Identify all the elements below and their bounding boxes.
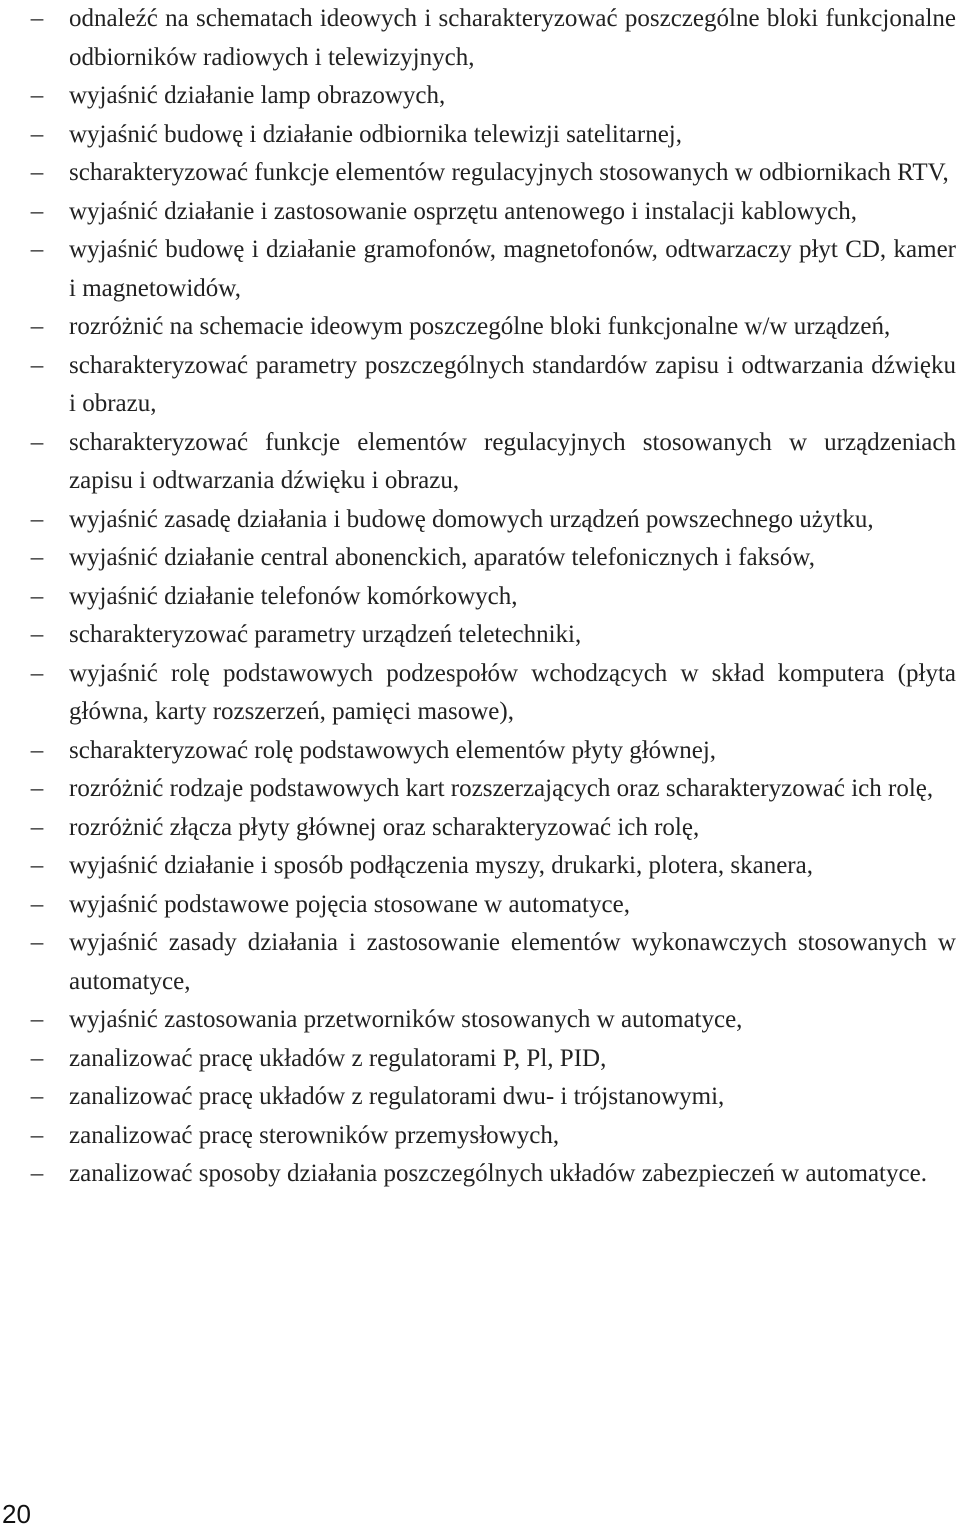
dash-bullet: – bbox=[30, 659, 44, 687]
list-item bbox=[0, 616, 956, 655]
list-item bbox=[0, 847, 956, 886]
list-item-text: wyjaśnić działanie lamp obrazowych, bbox=[69, 82, 446, 109]
list-item-text: rozróżnić złącza płyty głównej oraz scharakteryzować ich rolę, bbox=[69, 813, 700, 841]
dash-bullet: – bbox=[30, 82, 44, 109]
list-item-text: scharakteryzować rolę podstawowych elementów płyty głównej, bbox=[69, 736, 717, 764]
dash-bullet: – bbox=[30, 1044, 44, 1072]
dash-bullet: – bbox=[30, 5, 44, 32]
list-item-text: wyjaśnić działanie telefonów komórkowych, bbox=[69, 582, 518, 610]
list-item bbox=[0, 1078, 956, 1117]
list-item bbox=[0, 539, 956, 578]
list-item-text: zanalizować pracę sterowników przemysłowych, bbox=[69, 1121, 560, 1149]
dash-bullet: – bbox=[30, 582, 44, 610]
list-item-text: rozróżnić na schemacie ideowym poszczególne bloki funkcjonalne w/w urządzeń, bbox=[69, 313, 891, 340]
list-item-text: wyjaśnić działanie i sposób podłączenia myszy, drukarki, plotera, skanera, bbox=[69, 852, 813, 879]
list-item bbox=[0, 193, 956, 232]
list-item bbox=[0, 347, 956, 424]
dash-bullet: – bbox=[30, 621, 44, 648]
list-item-text: zanalizować sposoby działania poszczególnych układów zabezpieczeń w automatyce. bbox=[69, 1160, 927, 1187]
dash-bullet: – bbox=[30, 1083, 44, 1110]
list-item-text: zanalizować pracę układów z regulatorami dwu- i trójstanowymi, bbox=[69, 1083, 725, 1110]
list-item-text: wyjaśnić podstawowe pojęcia stosowane w automatyce, bbox=[69, 890, 630, 918]
list-item-text: wyjaśnić budowę i działanie gramofonów, magnetofonów, odtwarzaczy płyt CD, kamer i magnetowidów, bbox=[69, 236, 956, 302]
list-item bbox=[0, 1040, 956, 1079]
list-item-text: odnaleźć na schematach ideowych i scharakteryzować poszczególne bloki funkcjonalne odbiorników radiowych i telewizyjnych, bbox=[69, 5, 956, 71]
dash-bullet: – bbox=[30, 428, 44, 456]
list-item-text: scharakteryzować funkcje elementów regulacyjnych stosowanych w urządzeniach zapisu i odtwarzania dźwięku i obrazu, bbox=[69, 428, 956, 494]
list-item bbox=[0, 924, 956, 1001]
dash-bullet: – bbox=[30, 929, 44, 956]
dash-bullet: – bbox=[30, 813, 44, 841]
dash-bullet: – bbox=[30, 775, 44, 802]
list-item bbox=[0, 77, 956, 116]
list-item-text: scharakteryzować parametry urządzeń teletechniki, bbox=[69, 621, 582, 648]
list-item-text: wyjaśnić budowę i działanie odbiornika telewizji satelitarnej, bbox=[69, 120, 682, 148]
dash-bullet: – bbox=[30, 852, 44, 879]
list-item bbox=[0, 732, 956, 771]
dash-bullet: – bbox=[30, 736, 44, 764]
list-item-text: wyjaśnić działanie i zastosowanie osprzętu antenowego i instalacji kablowych, bbox=[69, 197, 857, 225]
dash-bullet: – bbox=[30, 1121, 44, 1149]
list-item-text: rozróżnić rodzaje podstawowych kart rozszerzających oraz scharakteryzować ich rolę, bbox=[69, 775, 934, 802]
list-item bbox=[0, 231, 956, 308]
dash-bullet: – bbox=[30, 890, 44, 918]
list-item bbox=[0, 770, 956, 809]
list-item bbox=[0, 116, 956, 155]
list-item bbox=[0, 308, 956, 347]
list-item bbox=[0, 809, 956, 848]
list-item-text: wyjaśnić zasady działania i zastosowanie elementów wykonawczych stosowanych w automatyce, bbox=[69, 929, 956, 995]
list-item bbox=[0, 501, 956, 540]
list-item bbox=[0, 0, 956, 77]
dash-bullet: – bbox=[30, 1160, 44, 1187]
page-number: 20 bbox=[2, 1499, 31, 1529]
dash-bullet: – bbox=[30, 197, 44, 225]
list-item-text: wyjaśnić zastosowania przetworników stosowanych w automatyce, bbox=[69, 1006, 743, 1033]
list-item bbox=[0, 655, 956, 732]
list-item-text: scharakteryzować funkcje elementów regulacyjnych stosowanych w odbiornikach RTV, bbox=[69, 159, 949, 186]
list-item-text: wyjaśnić działanie central abonenckich, aparatów telefonicznych i faksów, bbox=[69, 544, 815, 571]
dash-bullet: – bbox=[30, 544, 44, 571]
list-item bbox=[0, 1155, 956, 1194]
list-item bbox=[0, 154, 956, 193]
dash-bullet: – bbox=[30, 505, 44, 533]
dash-bullet: – bbox=[30, 236, 44, 263]
dash-bullet: – bbox=[30, 120, 44, 148]
dash-bullet: – bbox=[30, 159, 44, 186]
list-item-text: zanalizować pracę układów z regulatorami P, Pl, PID, bbox=[69, 1044, 607, 1072]
list-item-text: scharakteryzować parametry poszczególnych standardów zapisu i odtwarzania dźwięku i obrazu, bbox=[69, 351, 956, 417]
dash-bullet: – bbox=[30, 313, 44, 340]
list-item-text: wyjaśnić zasadę działania i budowę domowych urządzeń powszechnego użytku, bbox=[69, 505, 874, 533]
dash-bullet: – bbox=[30, 1006, 44, 1033]
list-item bbox=[0, 1001, 956, 1040]
list-item bbox=[0, 578, 956, 617]
list-item bbox=[0, 1117, 956, 1156]
list-item bbox=[0, 424, 956, 501]
list-item bbox=[0, 886, 956, 925]
list-item-text: wyjaśnić rolę podstawowych podzespołów wchodzących w skład komputera (płyta główna, karty rozszerzeń, pamięci masowe), bbox=[69, 659, 956, 725]
dash-bullet: – bbox=[30, 351, 44, 379]
